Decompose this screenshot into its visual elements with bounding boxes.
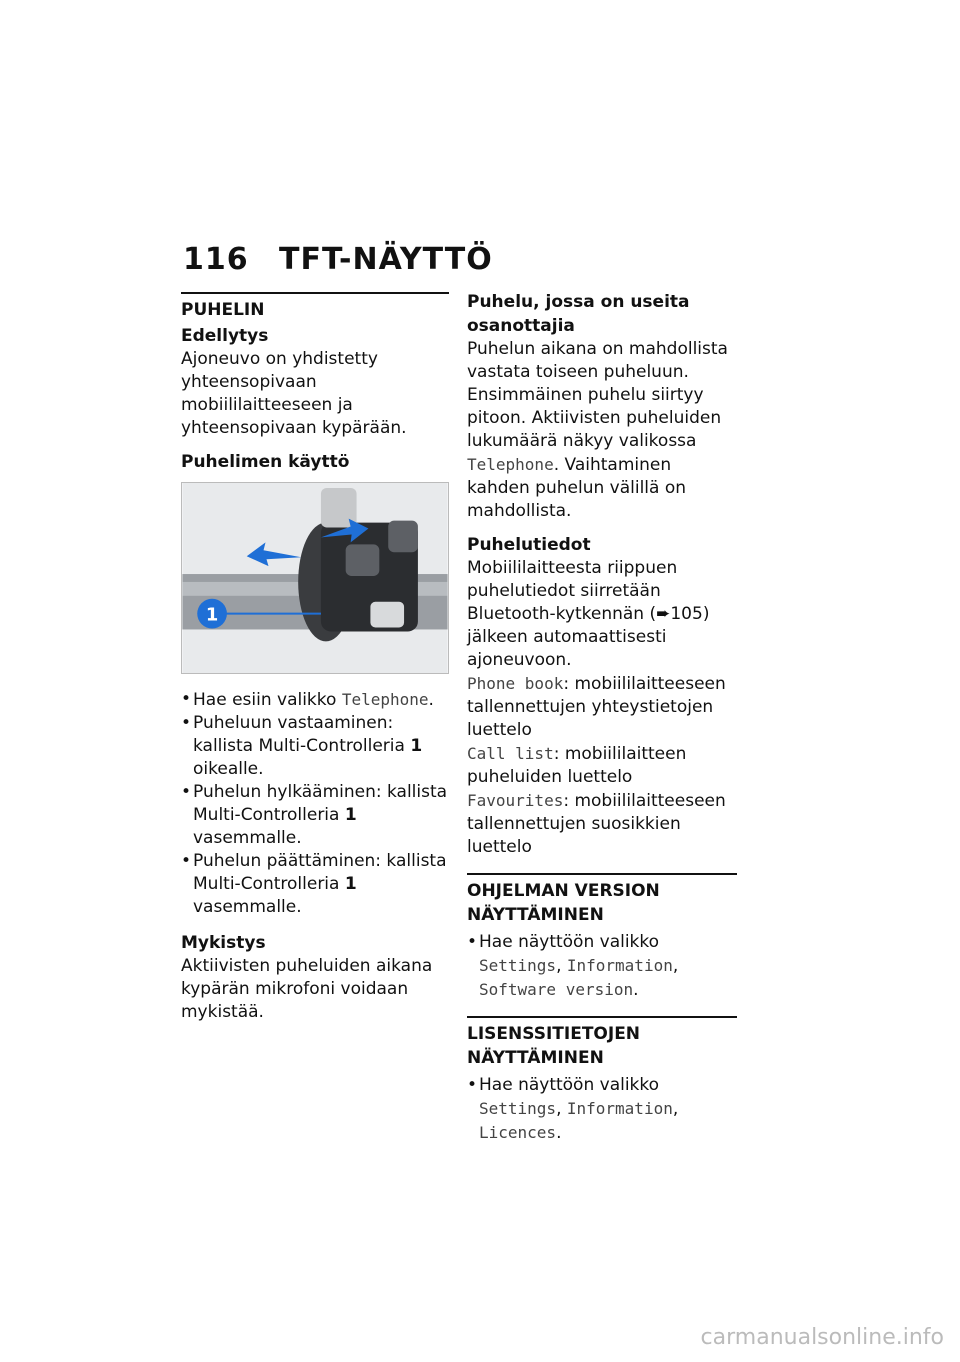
multi-call-heading: Puhelu, jossa on useita osanottajia [467, 292, 690, 336]
phone-usage-list [181, 688, 449, 919]
list-item: • Hae näyttöön valikko Settings, Information, Software version. [467, 931, 737, 1002]
calllist-text: Call list: mobiililaitteen puheluiden luettelo [467, 744, 687, 787]
call-info-text: Mobiililaitteesta riippuen puhelutiedot siirretään Bluetooth-kytkennän (➨105) jälkeen automaattisesti ajoneuvoon. [467, 558, 710, 670]
use-heading: Puhelimen käyttö [181, 452, 350, 472]
mute-heading: Mykistys [181, 933, 266, 953]
favourites-text: Favourites: mobiililaitteeseen tallennettujen suosikkien luettelo [467, 791, 726, 857]
phonebook-text: Phone book: mobiililaitteeseen tallennettujen yhteystietojen luettelo [467, 674, 726, 740]
multi-controller-photo [181, 482, 449, 674]
software-version-list [467, 931, 737, 1002]
list-item: • Puheluun vastaaminen: kallista Multi-Controlleria 1 oikealle. [181, 712, 449, 781]
figure-callout-1: 1 [205, 604, 219, 626]
list-item: • Hae näyttöön valikko Settings, Information, Licences. [467, 1074, 737, 1145]
list-item: • Puhelun hylkääminen: kallista Multi-Controlleria 1 vasemmalle. [181, 781, 449, 850]
software-version-heading: OHJELMAN VERSION NÄYTTÄMINEN [467, 881, 660, 925]
section-title-phone: PUHELIN [181, 300, 265, 320]
watermark: carmanualsonline.info [700, 1325, 944, 1350]
call-info-heading: Puhelutiedot [467, 535, 591, 555]
section-rule [467, 873, 737, 875]
page-number: 116 [183, 242, 249, 277]
licences-heading: LISENSSITIETOJEN NÄYTTÄMINEN [467, 1024, 641, 1068]
section-rule [181, 292, 449, 294]
left-column [181, 292, 449, 1024]
prereq-text: Ajoneuvo on yhdistetty yhteensopivaan mobiililaitteeseen ja yhteensopivaan kypärään. [181, 349, 407, 438]
prereq-heading: Edellytys [181, 326, 269, 346]
page-header [183, 242, 493, 277]
licences-list [467, 1074, 737, 1145]
list-item: • Hae esiin valikko Telephone. [181, 688, 449, 712]
multi-call-text: Puhelun aikana on mahdollista vastata toiseen puheluun. Ensimmäinen puhelu siirtyy pitoon. Aktiivisten puheluiden lukumäärä näkyy valikossa Telephone. Vaihtaminen kahden puhelun välillä on mahdollista. [467, 339, 728, 521]
right-column [467, 292, 737, 1145]
mute-text: Aktiivisten puheluiden aikana kypärän mikrofoni voidaan mykistää. [181, 956, 433, 1022]
page-title: TFT-NÄYTTÖ [279, 242, 493, 277]
page-ref-arrow-icon: ➨ [656, 604, 671, 624]
section-rule [467, 1016, 737, 1018]
list-item: • Puhelun päättäminen: kallista Multi-Controlleria 1 vasemmalle. [181, 850, 449, 919]
